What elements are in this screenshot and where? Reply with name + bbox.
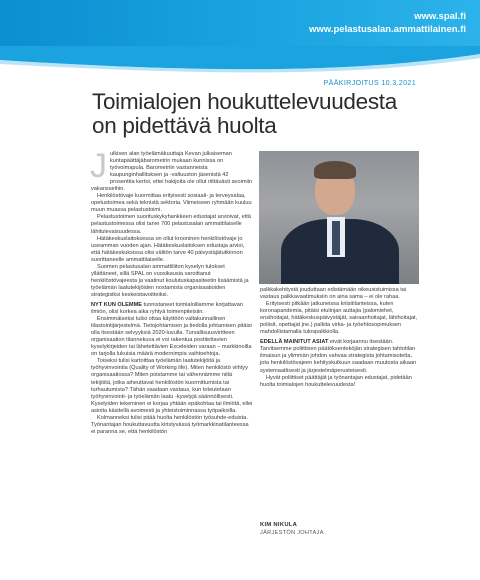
article-headline <box>92 90 452 138</box>
paragraph: Suomen pelastusalan ammattiliiton kyselyn tulokset yllättäneet, sillä SPAL on vuosikausia varoittanut henkilöstövajeesta ja vaatinut koulutuskapasiteetin lisäämistä ja työelämän laatutekijöiden nostamista organisaatioiden strategisiksi keskeistavoitteiksi. <box>91 263 249 298</box>
paragraph-text: tunnistaneet toimialoillamme korjattavan ilmiön, olisi korkea aika ryhtyä toimenpiteisiin. <box>91 301 244 316</box>
article-kicker: PÄÄKIRJOITUS 10.3.2021 <box>323 78 416 87</box>
paragraph <box>91 302 253 316</box>
paragraph-lead-in: NYT KUN OLEMME <box>91 301 142 308</box>
paragraph: Hätäkeskuslaitoksessa on ollut krooninen henkilöstövaje jo useamman vuoden ajan. Hätäkeskuslaitoksen edustaja arvioi, että hätäkeskuksissa olisi välitön tarve 40 päivystäjätutkinnon suorittaneelle ammattilaiselle. <box>91 235 245 263</box>
paragraph <box>260 339 420 374</box>
paragraph: Henkilöstövaje kuormittaa erityisesti sosiaali- ja terveysalaa, opetustoimea sekä teknistä sektoria. Viimeiseen ryhmään kuuluu muun muassa pelastustoimi. <box>91 193 252 214</box>
paragraph-text: eivät korjaannu itsestään. Tarvitsemme poliittisen päätöksenteköjän strategisen tahtotilan ilmaisun ja ylimmän johdon vahvaa strategista johtamisotetta, jota henkilöstövajeen kehityskulkuun saadaan muutosta aikaan systemaattisesti ja järjestelmäperusteisesti. <box>260 339 417 374</box>
paragraph-lead-in: EDELLÄ MAINITUT ASIAT <box>260 339 329 346</box>
paragraph: Toiseksi tulisi kartoittaa työelämän laatutekijöitä ja työhyvinvointia (Quality of Working life). Miten henkilöstö viihtyy organisaatiossa? Miten poistamme tai vähennämme niitä tekijöitä, jotka aiheuttavat henkilöstön kuormittumista tai turhautumista? Tähän saadaan vastaus, kun toteutetaan työhyvinvointi- ja työelämän laatu -kyselyjä säännöllisesti. Kyselyiden tekeminen ei korjaa yhtään epäkohtaa tai ilmiötä, ellei asioita käsitellä avoimesti ja yhteistoiminnassa työpaikoilla. <box>91 358 253 414</box>
paragraph: Erityisesti pitkään jatkuneissa kriisitilanteissa, kuten koronapandemia, pitäisi etulinjan auttajia (palomiehet, ensihoitajat, hätäkeskuspäivystäjät, sairaanhoitajat, lähihoitajat, poliisit, opettajat jne.) palkita virka- ja työehtosopimuksen mahdollistamalla tulospalkkiolla. <box>260 301 418 336</box>
author-name: KIM NIKULA <box>260 522 298 528</box>
author-title: JÄRJESTÖN JOHTAJA <box>260 530 324 536</box>
paragraph: palkkakehitystä jouduttaan edistämään oikeusistuimissa tai vastaus palkkavaatimuksiin on aina sama – ei ole rahaa. <box>260 287 407 301</box>
article-column-right <box>260 287 420 389</box>
headline-line-1: Toimialojen houkuttelevuudesta <box>92 89 397 114</box>
lead-paragraph <box>90 147 253 193</box>
header-urls <box>309 10 466 36</box>
paragraph: Ensimmäiseksi tulisi ottaa käyttöön valtakunnallinen tilastointijärjestelmä. Tietojohtamisen ja tiedolla johtamisen pitäisi olla itsestään selvyyksiä 2020-luvulla. Turvallisuusviritteen organisaation tilannekuva ei voi rakentua postitettavien kyselykirjeiden tai lähetettävien Exceleiden varaan – markkinoilla on tarjolla lukuisia määrä modernimpia vaihtoehtoja. <box>91 316 252 358</box>
paragraph: Kolmanneksi tulisi pitää huolta henkilöstön työsuhde-eduista. Työnantajan houkuttavuutta kiristyvässä työmarkkinatilanteessa ei paranna se, että henkilöstön <box>91 414 249 435</box>
article-column-left <box>90 147 253 436</box>
url-spal[interactable]: www.spal.fi <box>414 11 466 22</box>
dropcap: J <box>90 147 107 185</box>
url-pelastusalan[interactable]: www.pelastusalan.ammattilainen.fi <box>309 24 466 35</box>
author-photo <box>259 151 419 284</box>
paragraph: Hyvät poliittiset päättäjät ja työnantajan edustajat, pidetään huolta toimialojen houkuttelevuudesta! <box>260 374 412 388</box>
paragraph: Pelastustoimen suorituskykyhankkeen edustajat arvioivat, että pelastustoimessa olisi tarve 700 pelastusalan ammattilaiselle lähitulevaisuudessa. <box>91 214 251 235</box>
headline-line-2: on pidettävä huolta <box>92 113 277 138</box>
paragraph: ulkisen alan työelämäkuuttaja Kevan julkaiseman kuntapäättäjäbarometrin mukaan kunnissa on työvoimapula. Barometriin vastanneista kaupunginhallituksen ja -valtuuston jäsenistä 42 prosenttia kertoi, ettei hakijoita ole ollut riittävästi avoimiin vakansseihin. <box>91 151 253 193</box>
header-wave <box>0 46 480 74</box>
